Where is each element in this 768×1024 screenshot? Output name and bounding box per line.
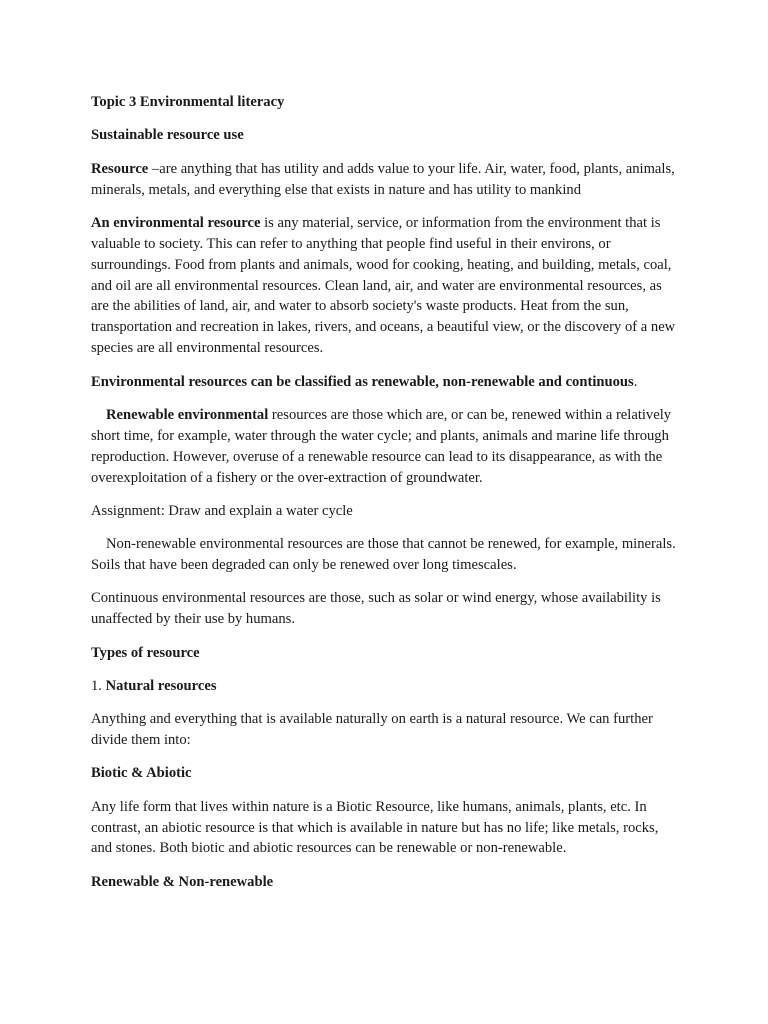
document-page [91,92,683,905]
section-heading-types-of-resource: Types of resource [91,644,200,661]
numbered-heading-natural-resources [91,676,683,697]
paragraph-biotic-abiotic: Any life form that lives within nature is a Biotic Resource, like humans, animals, plants, etc. In contrast, an abiotic resource is that which is available in nature but has no life; like metals, rocks, and stones. Both biotic and abiotic resources can be renewable or non-renewable. [91,798,659,857]
environmental-resource-text: is any material, service, or information from the environment that is valuable to society. This can refer to anything that people find useful in their environs, or surroundings. Food from plants and animals, wood for cooking, heating, and building, metals, coal, and oil are all environmental resources. Clean land, air, and water are environmental resources, as are the abilities of land, air, and water to absorb society's waste products. Heat from the sun, transportation and recreation in lakes, rivers, and oceans, a beautiful view, or the discovery of a new species are all environmental resources. [91,214,676,357]
section-heading-sustainable-resource-use: Sustainable resource use [91,127,244,144]
list-number: 1. [91,677,106,694]
term-environmental-resource: An environmental resource [91,214,261,231]
renewable-text: resources are those which are, or can be, renewed within a relatively short time, for example, water through the water cycle; and plants, animals and marine life through reproduction. However, overuse of a renewable resource can lead to its disappearance, as with the overexploitation of a fishery or the over-extraction of groundwater. [91,406,672,486]
term-resource: Resource [91,160,149,177]
classification-period: . [633,373,638,390]
paragraph-classification [91,372,683,393]
paragraph-non-renewable: Non-renewable environmental resources are those that cannot be renewed, for example, minerals. Soils that have been degraded can only be renewed over long timescales. [91,536,676,574]
assignment-text: Assignment: Draw and explain a water cycle [91,502,353,519]
term-renewable-environmental: Renewable environmental [106,406,269,423]
section-heading-biotic-abiotic: Biotic & Abiotic [91,765,192,782]
paragraph-renewable [91,405,683,489]
section-heading-renewable-non-renewable: Renewable & Non-renewable [91,873,274,890]
paragraph-resource-definition [91,159,683,201]
resource-definition-text: –are anything that has utility and adds value to your life. Air, water, food, plants, animals, minerals, metals, and everything else that exists in nature and has utility to mankind [91,160,675,198]
document-title: Topic 3 Environmental literacy [91,94,285,110]
paragraph-natural-resources: Anything and everything that is available naturally on earth is a natural resource. We can further divide them into: [91,711,653,749]
paragraph-continuous: Continuous environmental resources are those, such as solar or wind energy, whose availability is unaffected by their use by humans. [91,590,661,628]
classification-statement: Environmental resources can be classified as renewable, non-renewable and continuous [91,373,634,390]
paragraph-environmental-resource [91,213,683,359]
natural-resources-heading: Natural resources [105,677,217,694]
